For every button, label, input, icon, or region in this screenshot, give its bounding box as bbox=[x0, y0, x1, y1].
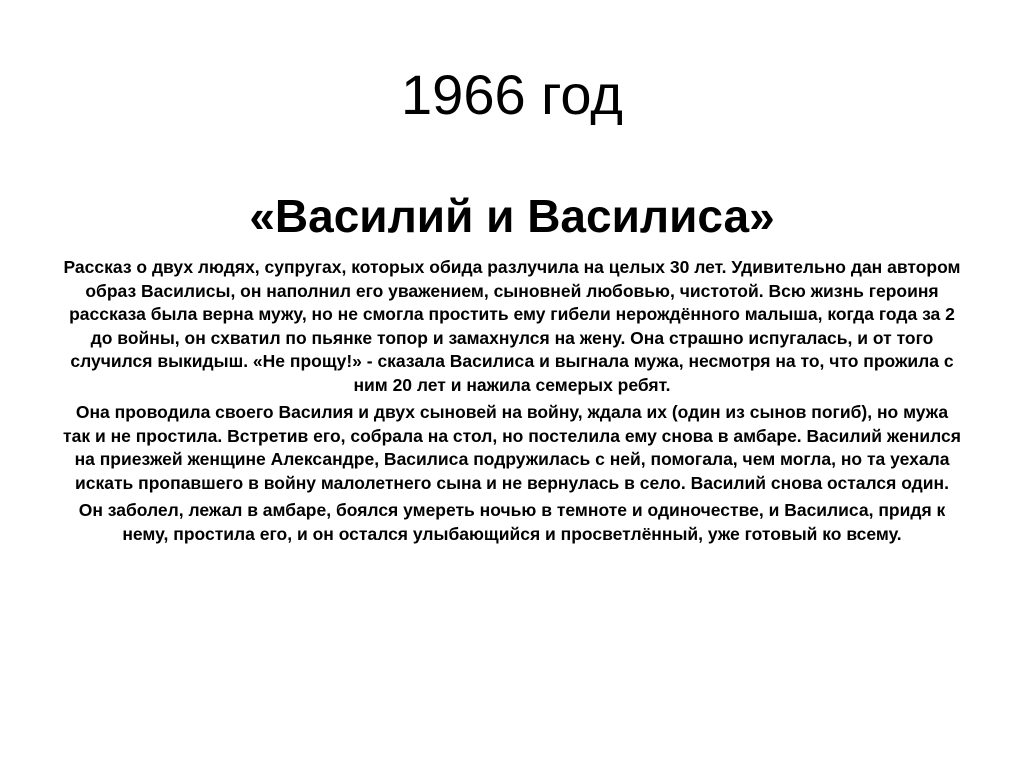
slide-body bbox=[60, 256, 964, 550]
paragraph-3: Он заболел, лежал в амбаре, боялся умереть ночью в темноте и одиночестве, и Василиса, придя к нему, простила его, и он остался улыбающийся и просветлённый, уже готовый ко всему. bbox=[78, 500, 946, 544]
story-title: «Василий и Василиса» bbox=[249, 190, 775, 242]
slide-title: 1966 год bbox=[401, 63, 623, 126]
paragraph-1: Рассказ о двух людях, супругах, которых обида разлучила на целых 30 лет. Удивительно дан автором образ Василисы, он наполнил его уважением, сыновней любовью, чистотой. Всю жизнь героиня рассказа была верна мужу, но не смогла простить ему гибели нерождённого малыша, когда года за 2 до войны, он схватил по пьянке топор и замахнулся на жену. Она страшно испугалась, и от того случился выкидыш. «Не прощу!» - сказала Василиса и выгнала мужа, несмотря на то, что прожила с ним 20 лет и нажила семерых ребят. bbox=[63, 257, 961, 395]
paragraph-2: Она проводила своего Василия и двух сыновей на войну, ждала их (один из сынов погиб), но мужа так и не простила. Встретив его, собрала на стол, но постелила ему снова в амбаре. Василий женился на приезжей женщине Александре, Василиса подружилась с ней, помогала, чем могла, но та уехала искать пропавшего в войну малолетнего сына и не вернулась в село. Василий снова остался один. bbox=[63, 402, 961, 493]
